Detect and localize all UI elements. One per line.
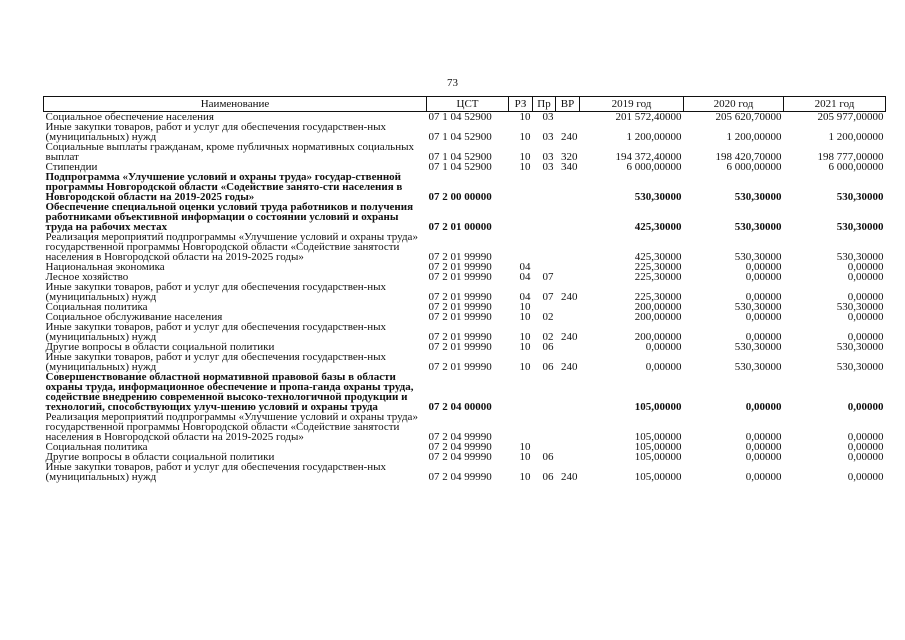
- row-name-cell: Иные закупки товаров, работ и услуг для обеспечения государствен-ных (муниципальных) нужд: [45, 281, 387, 303]
- row-pr-cell: [533, 202, 556, 232]
- row-vr-cell: [556, 312, 580, 322]
- row-rz-cell: 10: [519, 331, 531, 343]
- row-2021-value: 0,00000: [847, 441, 884, 453]
- row-vr-cell: 240: [561, 331, 578, 343]
- row-2020-value: 0,00000: [745, 451, 782, 463]
- row-vr-cell: [556, 302, 580, 312]
- row-2021-value: 0,00000: [847, 271, 884, 283]
- row-name-cell: Обеспечение специальной оценки условий труда работников и получения работниками объективной информации о состоянии условий и охраны труда на рабочих местах: [45, 201, 414, 233]
- row-2021-value: 0,00000: [847, 451, 884, 463]
- row-2021-value: 0,00000: [847, 291, 884, 303]
- row-cst-cell: 07 2 01 00000: [428, 221, 492, 233]
- row-cst-cell: 07 1 04 52900: [428, 151, 492, 163]
- row-vr-cell: [556, 452, 580, 462]
- row-name-cell: Социальная политика: [45, 301, 148, 313]
- row-cst-cell: 07 2 01 99990: [428, 331, 492, 343]
- row-rz-cell: [509, 372, 533, 412]
- row-cst-cell: 07 1 04 52900: [428, 131, 492, 143]
- table-row: [44, 462, 886, 482]
- row-name-cell: Социальные выплаты гражданам, кроме публичных нормативных социальных выплат: [45, 141, 414, 163]
- table-row: [44, 282, 886, 302]
- row-name-cell: Реализация мероприятий подпрограммы «Улучшение условий и охраны труда» государственной программы Новгородской области «Содействие занятости населения в Новгородской области на 2019-2025 годы»: [45, 231, 418, 263]
- row-2020-value: 0,00000: [745, 471, 782, 483]
- row-pr-cell: 07: [542, 271, 554, 283]
- row-name-cell: Социальная политика: [45, 441, 148, 453]
- row-pr-cell: 03: [542, 151, 554, 163]
- row-vr-cell: [556, 372, 580, 412]
- row-vr-cell: [556, 412, 580, 442]
- row-2021-value: 0,00000: [847, 431, 884, 443]
- row-2019-value: 225,30000: [634, 291, 682, 303]
- table-row: [44, 352, 886, 372]
- row-2019-value: 425,30000: [634, 251, 682, 263]
- row-2019-value: 530,30000: [634, 191, 682, 203]
- row-rz-cell: 04: [519, 291, 531, 303]
- row-name-cell: Реализация мероприятий подпрограммы «Улучшение условий и охраны труда» государственной программы Новгородской области «Содействие занятости населения в Новгородской области на 2019-2025 годы»: [45, 411, 418, 443]
- row-rz-cell: [509, 232, 533, 262]
- row-2021-value: 0,00000: [847, 401, 884, 413]
- row-rz-cell: 10: [519, 361, 531, 373]
- row-2019-value: 105,00000: [634, 451, 682, 463]
- table-row: [44, 232, 886, 262]
- row-2021-value: 0,00000: [847, 331, 884, 343]
- row-2021-value: 530,30000: [836, 191, 884, 203]
- row-name-cell: Иные закупки товаров, работ и услуг для обеспечения государствен-ных (муниципальных) нужд: [45, 351, 387, 373]
- row-2020-value: 0,00000: [745, 441, 782, 453]
- row-rz-cell: 10: [519, 471, 531, 483]
- row-2021-value: 530,30000: [836, 221, 884, 233]
- row-2019-value: 105,00000: [634, 431, 682, 443]
- row-rz-cell: 04: [519, 271, 531, 283]
- row-vr-cell: 240: [561, 291, 578, 303]
- row-rz-cell: 10: [519, 151, 531, 163]
- row-pr-cell: 02: [542, 331, 554, 343]
- row-pr-cell: 06: [542, 361, 554, 373]
- row-vr-cell: [556, 172, 580, 202]
- row-cst-cell: 07 2 01 99990: [428, 341, 492, 353]
- column-header-vr: ВР: [556, 97, 580, 112]
- row-cst-cell: 07 2 04 99990: [428, 471, 492, 483]
- row-2020-value: 205 620,70000: [715, 111, 782, 123]
- row-cst-cell: 07 2 04 99990: [428, 431, 492, 443]
- row-2019-value: 105,00000: [634, 441, 682, 453]
- row-pr-cell: [533, 372, 556, 412]
- row-2021-value: 198 777,00000: [817, 151, 884, 163]
- row-2020-value: 530,30000: [734, 221, 782, 233]
- row-rz-cell: 10: [519, 341, 531, 353]
- row-vr-cell: [556, 272, 580, 282]
- row-vr-cell: [556, 202, 580, 232]
- row-2020-value: 0,00000: [745, 271, 782, 283]
- row-2021-value: 530,30000: [836, 251, 884, 263]
- row-2021-value: 530,30000: [836, 361, 884, 373]
- row-rz-cell: 04: [519, 261, 531, 273]
- row-pr-cell: 06: [542, 451, 554, 463]
- table-row: [44, 322, 886, 342]
- table-row: [44, 122, 886, 142]
- row-cst-cell: 07 1 04 52900: [428, 161, 492, 173]
- row-cst-cell: 07 2 01 99990: [428, 311, 492, 323]
- row-2019-value: 0,00000: [645, 341, 682, 353]
- row-cst-cell: 07 2 00 00000: [428, 191, 492, 203]
- column-header-2020: 2020 год: [684, 97, 784, 112]
- row-2020-value: 0,00000: [745, 331, 782, 343]
- row-2020-value: 530,30000: [734, 191, 782, 203]
- row-cst-cell: 07 1 04 52900: [428, 111, 492, 123]
- row-2020-value: 530,30000: [734, 341, 782, 353]
- row-2020-value: 0,00000: [745, 261, 782, 273]
- row-2019-value: 200,00000: [634, 311, 682, 323]
- table-header-row: [44, 97, 886, 112]
- row-2020-value: 198 420,70000: [715, 151, 782, 163]
- row-2021-value: 6 000,00000: [828, 161, 884, 173]
- row-vr-cell: 240: [561, 361, 578, 373]
- row-name-cell: Совершенствование областной нормативной правовой базы в области охраны труда, информационное обеспечение и пропа-ганда охраны труда, содействие внедрению современной высоко-технологичной продукции и технологий, способствующих улуч-шению условий и охраны труда: [45, 371, 414, 413]
- budget-table: [43, 96, 886, 482]
- row-name-cell: Стипендии: [45, 161, 98, 173]
- row-cst-cell: 07 2 04 00000: [428, 401, 492, 413]
- row-rz-cell: 10: [519, 131, 531, 143]
- row-rz-cell: [509, 202, 533, 232]
- row-rz-cell: [509, 172, 533, 202]
- row-2019-value: 200,00000: [634, 331, 682, 343]
- row-vr-cell: [556, 262, 580, 272]
- row-cst-cell: 07 2 01 99990: [428, 271, 492, 283]
- table-row: [44, 412, 886, 442]
- row-2019-value: 225,30000: [634, 271, 682, 283]
- row-pr-cell: 03: [542, 111, 554, 123]
- row-rz-cell: 10: [519, 301, 531, 313]
- row-pr-cell: [533, 412, 556, 442]
- row-2021-value: 1 200,00000: [828, 131, 884, 143]
- row-rz-cell: 10: [519, 441, 531, 453]
- row-name-cell: Лесное хозяйство: [45, 271, 129, 283]
- row-rz-cell: 10: [519, 111, 531, 123]
- row-2020-value: 1 200,00000: [726, 131, 782, 143]
- row-2019-value: 201 572,40000: [615, 111, 682, 123]
- row-cst-cell: 07 2 04 99990: [428, 451, 492, 463]
- row-2020-value: 0,00000: [745, 311, 782, 323]
- row-vr-cell: [556, 442, 580, 452]
- row-2019-value: 105,00000: [634, 471, 682, 483]
- column-header-cst: ЦСТ: [427, 97, 509, 112]
- row-2021-value: 205 977,00000: [817, 111, 884, 123]
- row-cst-cell: 07 2 01 99990: [428, 251, 492, 263]
- row-2021-value: 0,00000: [847, 261, 884, 273]
- row-name-cell: Социальное обслуживание населения: [45, 311, 223, 323]
- row-name-cell: Социальное обеспечение населения: [45, 111, 214, 123]
- table-body: [44, 112, 886, 483]
- table-row: [44, 372, 886, 412]
- row-2020-value: 0,00000: [745, 401, 782, 413]
- table-row: [44, 202, 886, 232]
- column-header-2021: 2021 год: [784, 97, 886, 112]
- row-2020-value: 6 000,00000: [726, 161, 782, 173]
- row-2019-value: 105,00000: [634, 401, 682, 413]
- row-name-cell: Национальная экономика: [45, 261, 165, 273]
- row-2021-value: 530,30000: [836, 341, 884, 353]
- row-2020-value: 0,00000: [745, 431, 782, 443]
- row-pr-cell: 06: [542, 471, 554, 483]
- column-header-2019: 2019 год: [580, 97, 684, 112]
- row-vr-cell: [556, 112, 580, 123]
- table-row: [44, 142, 886, 162]
- row-name-cell: Иные закупки товаров, работ и услуг для обеспечения государствен-ных (муниципальных) нужд: [45, 461, 387, 483]
- row-pr-cell: 06: [542, 341, 554, 353]
- row-rz-cell: 10: [519, 451, 531, 463]
- table-row: [44, 172, 886, 202]
- row-2020-value: 530,30000: [734, 251, 782, 263]
- row-vr-cell: [556, 342, 580, 352]
- row-cst-cell: 07 2 01 99990: [428, 291, 492, 303]
- row-2019-value: 225,30000: [634, 261, 682, 273]
- row-vr-cell: 240: [561, 471, 578, 483]
- column-header-name: Наименование: [44, 97, 427, 112]
- row-pr-cell: [533, 232, 556, 262]
- row-name-cell: Иные закупки товаров, работ и услуг для обеспечения государствен-ных (муниципальных) нужд: [45, 121, 387, 143]
- row-pr-cell: 07: [542, 291, 554, 303]
- row-2019-value: 194 372,40000: [615, 151, 682, 163]
- row-name-cell: Другие вопросы в области социальной политики: [45, 341, 275, 353]
- row-2021-value: 0,00000: [847, 311, 884, 323]
- row-2020-value: 0,00000: [745, 291, 782, 303]
- row-rz-cell: 10: [519, 311, 531, 323]
- column-header-pr: Пр: [533, 97, 556, 112]
- row-2020-value: 530,30000: [734, 301, 782, 313]
- row-2019-value: 6 000,00000: [626, 161, 682, 173]
- row-pr-cell: 03: [542, 161, 554, 173]
- row-2019-value: 1 200,00000: [626, 131, 682, 143]
- row-2021-value: 530,30000: [836, 301, 884, 313]
- row-rz-cell: [509, 412, 533, 442]
- row-2019-value: 425,30000: [634, 221, 682, 233]
- row-vr-cell: 340: [561, 161, 578, 173]
- row-pr-cell: [533, 172, 556, 202]
- row-vr-cell: 320: [561, 151, 578, 163]
- row-pr-cell: 03: [542, 131, 554, 143]
- row-vr-cell: [556, 232, 580, 262]
- row-2019-value: 0,00000: [645, 361, 682, 373]
- row-vr-cell: 240: [561, 131, 578, 143]
- page-number: 73: [447, 77, 458, 89]
- row-rz-cell: 10: [519, 161, 531, 173]
- row-2021-value: 0,00000: [847, 471, 884, 483]
- row-pr-cell: 02: [542, 311, 554, 323]
- column-header-rz: РЗ: [509, 97, 533, 112]
- row-cst-cell: 07 2 01 99990: [428, 301, 492, 313]
- row-2019-value: 200,00000: [634, 301, 682, 313]
- row-2020-value: 530,30000: [734, 361, 782, 373]
- row-cst-cell: 07 2 01 99990: [428, 261, 492, 273]
- row-cst-cell: 07 2 01 99990: [428, 361, 492, 373]
- row-name-cell: Иные закупки товаров, работ и услуг для обеспечения государствен-ных (муниципальных) нужд: [45, 321, 387, 343]
- row-cst-cell: 07 2 04 99990: [428, 441, 492, 453]
- row-name-cell: Другие вопросы в области социальной политики: [45, 451, 275, 463]
- row-name-cell: Подпрограмма «Улучшение условий и охраны труда» государ-ственной программы Новгородской области «Содействие занято-сти населения в Новгородской области на 2019-2025 годы»: [45, 171, 403, 203]
